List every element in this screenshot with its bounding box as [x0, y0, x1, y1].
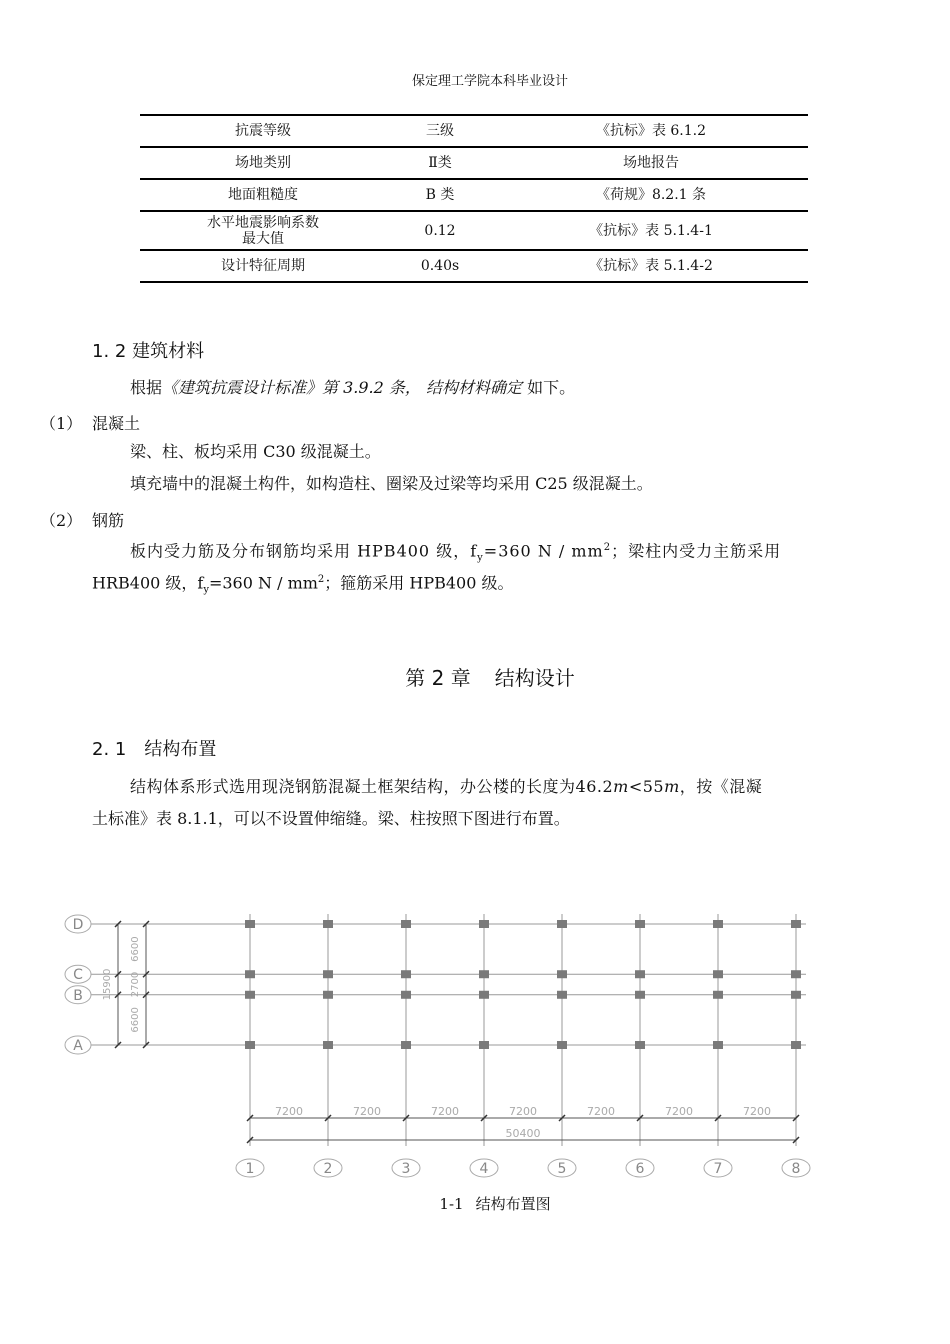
param-value: 三级	[386, 115, 494, 147]
concrete-column	[635, 1041, 645, 1049]
param-name: 地面粗糙度	[140, 179, 386, 211]
bay-length-label: 7200	[665, 1105, 693, 1118]
chapter-number: 第 2 章	[405, 666, 471, 690]
list-item-concrete	[40, 411, 140, 434]
param-value: B 类	[386, 179, 494, 211]
bay-length-label: 7200	[353, 1105, 381, 1118]
section-title-layout: 2. 1 结构布置	[92, 739, 217, 760]
concrete-column	[635, 991, 645, 999]
concrete-column	[479, 1041, 489, 1049]
column-axis-label: 3	[401, 1161, 411, 1177]
concrete-column	[713, 991, 723, 999]
table-row	[140, 250, 808, 282]
column-axis-label: 7	[713, 1161, 723, 1177]
concrete-column	[401, 970, 411, 978]
row-axis-label: A	[73, 1038, 83, 1054]
concrete-column	[557, 1041, 567, 1049]
param-value: 0.12	[386, 211, 494, 250]
concrete-column	[557, 920, 567, 928]
table-row	[140, 179, 808, 211]
less-than: <	[628, 777, 643, 796]
concrete-column	[323, 991, 333, 999]
fy-value: =360 N / mm	[208, 573, 318, 593]
table-row	[140, 115, 808, 147]
fy-symbol: f	[470, 541, 478, 561]
concrete-column	[401, 991, 411, 999]
concrete-column	[791, 970, 801, 978]
fy-superscript: 2	[603, 542, 612, 553]
item-label: 钢筋	[92, 511, 125, 530]
structural-layout-plan	[50, 900, 830, 1190]
steel-text-c: HRB400 级，	[92, 573, 198, 593]
concrete-column	[479, 970, 489, 978]
steel-text-a: 板内受力筋及分布钢筋均采用 HPB400 级，	[130, 541, 471, 561]
param-source: 《荷规》8.2.1 条	[494, 179, 808, 211]
concrete-column	[479, 920, 489, 928]
row-spacing-label: 6600	[130, 936, 141, 962]
concrete-column	[245, 1041, 255, 1049]
page-header: 保定理工学院本科毕业设计	[411, 74, 568, 89]
unit-m: m	[613, 777, 629, 796]
fy-symbol: f	[197, 573, 204, 593]
column-axis-label: 6	[635, 1161, 645, 1177]
total-length-label: 50400	[505, 1127, 541, 1140]
section-title-materials: 1. 2 建筑材料	[92, 341, 205, 362]
limit-value: 55	[642, 777, 665, 796]
total-depth-label: 15900	[102, 968, 113, 1001]
list-item-steel	[40, 508, 124, 531]
concrete-column	[323, 1041, 333, 1049]
table-row	[140, 147, 808, 179]
param-name	[140, 211, 386, 250]
param-value: 0.40s	[386, 250, 494, 282]
concrete-column	[791, 920, 801, 928]
layout-paragraph-cont: 土标准》表 8.1.1，可以不设置伸缩缝。梁、柱按照下图进行布置。	[92, 809, 570, 828]
concrete-column	[245, 920, 255, 928]
bay-length-label: 7200	[587, 1105, 615, 1118]
bay-length-label: 7200	[431, 1105, 459, 1118]
intro-italic-text: 《建筑抗震设计标准》第 3.9.2 条， 结构材料确定	[162, 378, 522, 397]
param-value: Ⅱ类	[386, 147, 494, 179]
fy-value: =360 N / mm	[483, 541, 604, 561]
fy-subscript: y	[477, 552, 484, 564]
param-name-line2: 最大值	[242, 230, 284, 247]
param-name-line1: 水平地震影响系数	[207, 214, 319, 231]
concrete-column	[401, 1041, 411, 1049]
design-parameter-table	[140, 114, 808, 283]
layout-text-b: ，按《混凝	[679, 777, 763, 796]
layout-paragraph	[92, 771, 858, 803]
bay-length-label: 7200	[743, 1105, 771, 1118]
param-source: 《抗标》表 5.1.4-2	[494, 250, 808, 282]
row-axis-label: C	[73, 967, 83, 984]
row-spacing-label: 2700	[130, 971, 141, 998]
concrete-column	[401, 920, 411, 928]
row-axis-label: B	[73, 987, 83, 1004]
concrete-column	[791, 1041, 801, 1049]
table-row	[140, 211, 808, 250]
concrete-column	[557, 991, 567, 999]
item-number: （2）	[40, 511, 83, 530]
concrete-column	[323, 970, 333, 978]
column-axis-label: 8	[791, 1161, 801, 1177]
materials-intro	[92, 372, 858, 404]
caption-number: 1-1	[439, 1195, 464, 1213]
caption-title: 结构布置图	[475, 1195, 551, 1213]
concrete-paragraph-1: 梁、柱、板均采用 C30 级混凝土。	[130, 442, 381, 461]
concrete-column	[713, 1041, 723, 1049]
concrete-column	[245, 970, 255, 978]
figure-caption	[0, 1193, 950, 1214]
concrete-column	[323, 920, 333, 928]
param-source: 《抗标》表 6.1.2	[494, 115, 808, 147]
concrete-column	[635, 920, 645, 928]
fy-subscript: y	[203, 584, 209, 596]
param-source: 《抗标》表 5.1.4-1	[494, 211, 808, 250]
param-name: 设计特征周期	[140, 250, 386, 282]
steel-text-d: ；箍筋采用 HPB400 级。	[324, 573, 514, 593]
concrete-column	[635, 970, 645, 978]
concrete-column	[245, 991, 255, 999]
steel-paragraph-cont	[92, 564, 858, 607]
param-name: 抗震等级	[140, 115, 386, 147]
steel-text-b: ；梁柱内受力主筋采用	[611, 541, 782, 561]
chapter-title: 结构设计	[494, 666, 575, 690]
concrete-column	[713, 970, 723, 978]
param-source: 场地报告	[494, 147, 808, 179]
column-axis-label: 2	[323, 1161, 333, 1177]
bay-length-label: 7200	[509, 1105, 537, 1118]
row-spacing-label: 6600	[130, 1007, 141, 1033]
length-value: 46.2	[575, 777, 614, 796]
fy-superscript: 2	[317, 574, 325, 585]
concrete-column	[479, 991, 489, 999]
column-axis-label: 1	[245, 1161, 255, 1177]
row-axis-label: D	[72, 917, 84, 933]
chapter-heading	[0, 662, 950, 691]
layout-text-a: 结构体系形式选用现浇钢筋混凝土框架结构，办公楼的长度为	[130, 777, 576, 796]
item-number: （1）	[40, 414, 83, 433]
concrete-column	[713, 920, 723, 928]
intro-text-end: 如下。	[527, 378, 576, 397]
item-label: 混凝土	[92, 414, 141, 433]
bay-length-label: 7200	[275, 1105, 303, 1118]
intro-text: 根据	[130, 378, 163, 397]
unit-m: m	[664, 777, 680, 796]
param-name: 场地类别	[140, 147, 386, 179]
column-axis-label: 4	[479, 1161, 489, 1177]
concrete-paragraph-2: 填充墙中的混凝土构件，如构造柱、圈梁及过梁等均采用 C25 级混凝土。	[130, 474, 653, 493]
column-axis-label: 5	[557, 1161, 567, 1177]
concrete-column	[791, 991, 801, 999]
concrete-column	[557, 970, 567, 978]
